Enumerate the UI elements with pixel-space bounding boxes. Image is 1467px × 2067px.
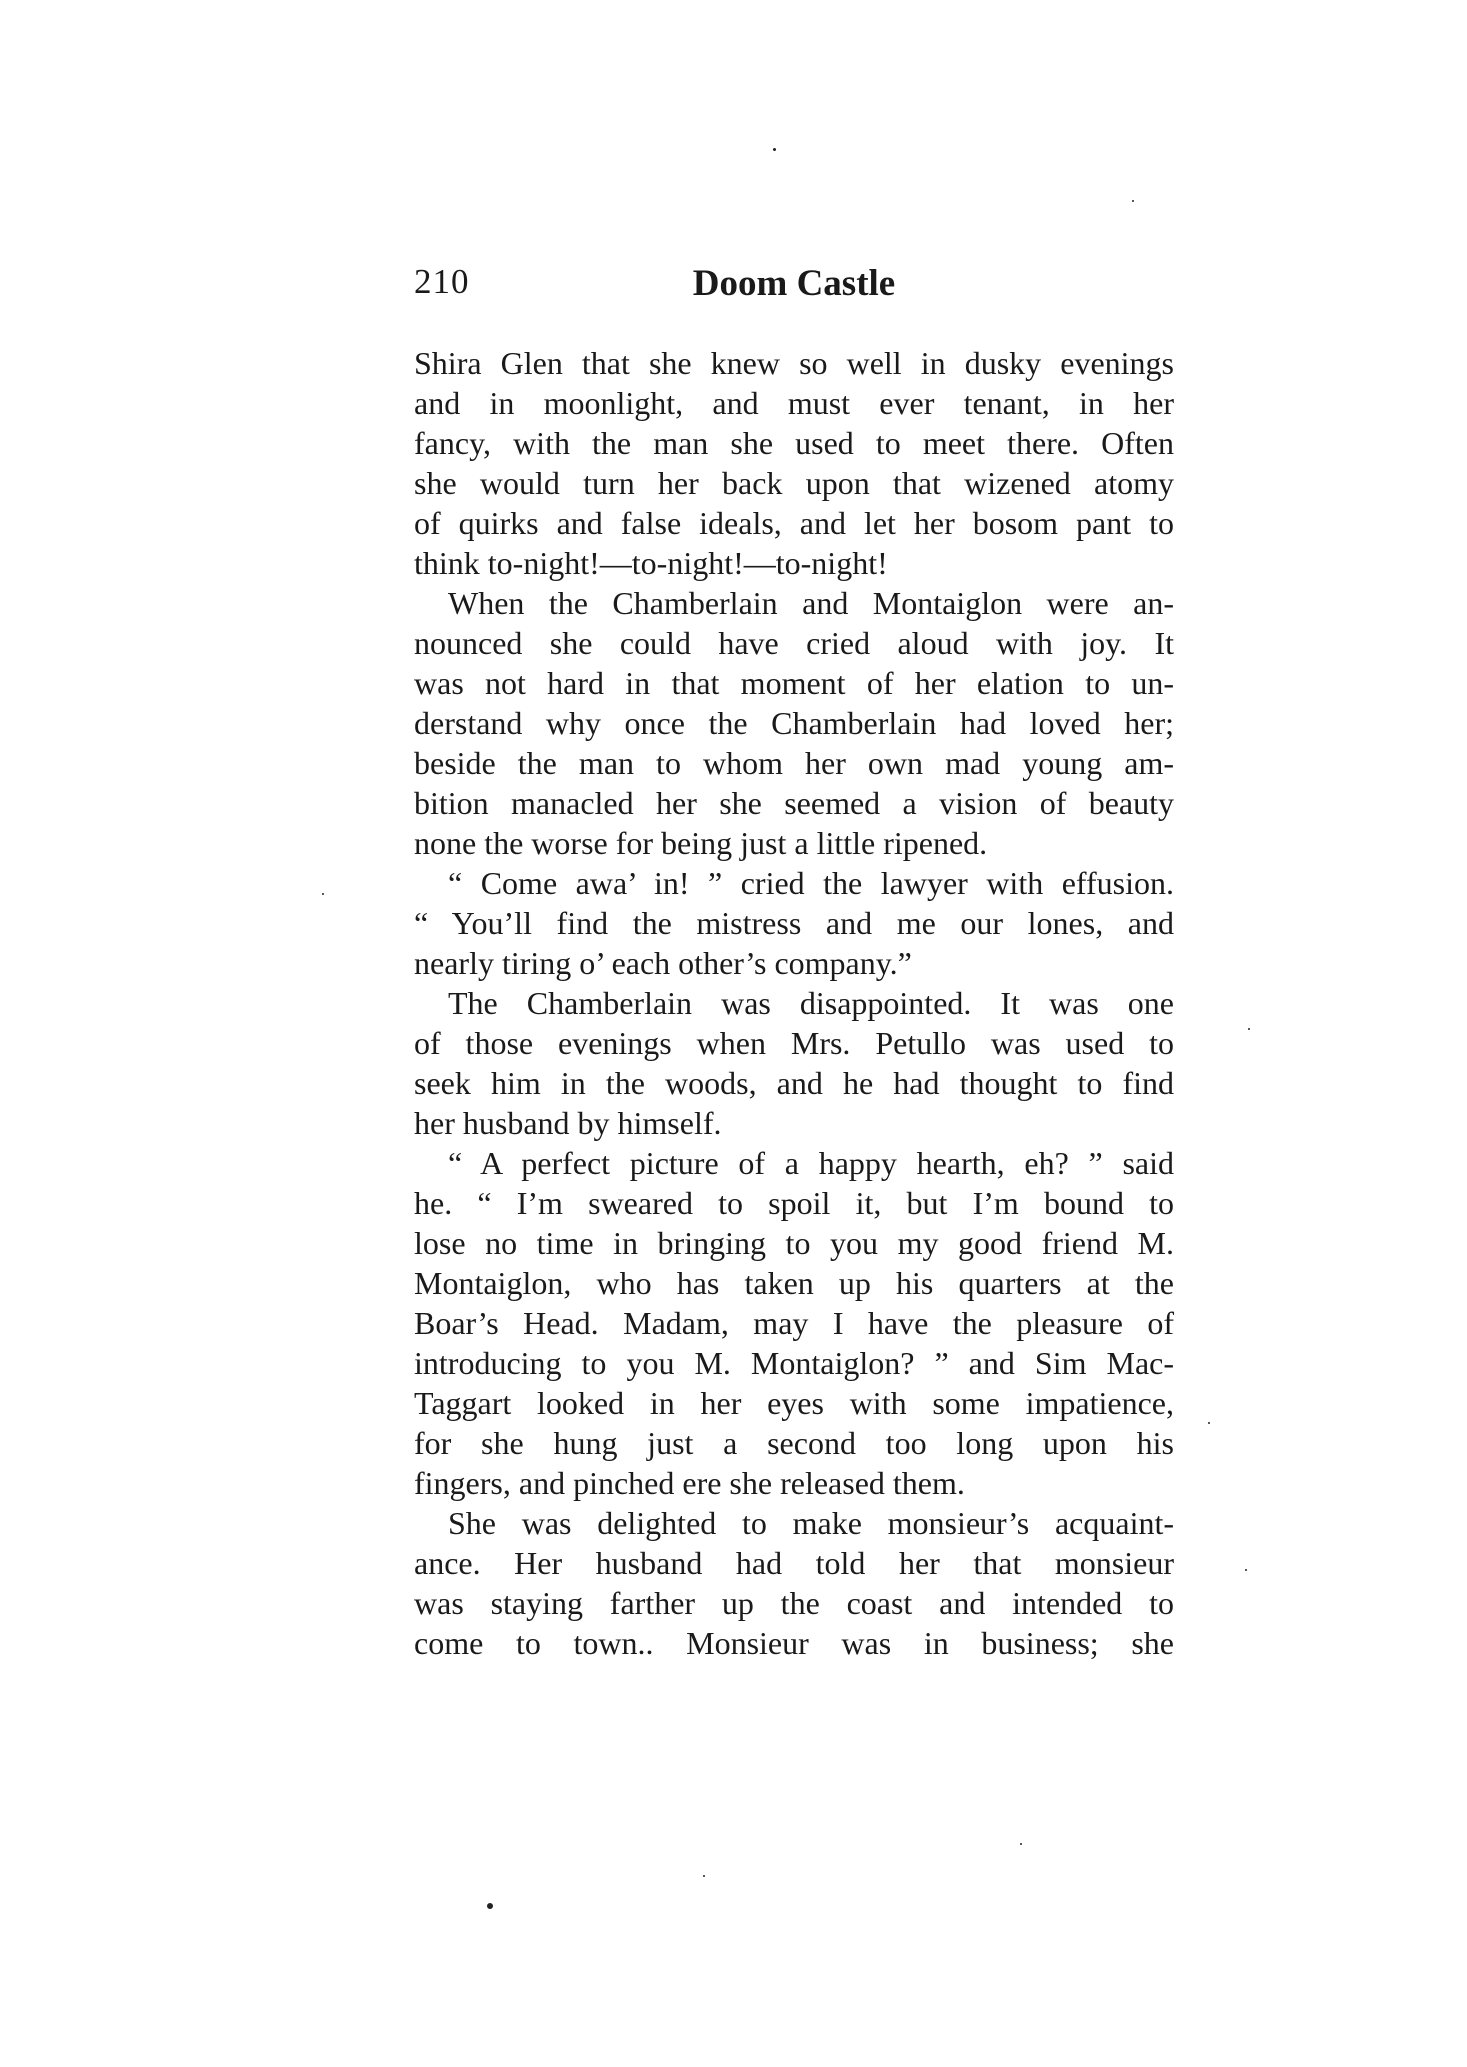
text-line: was not hard in that moment of her elation to un- [414,665,1174,701]
text-line: seek him in the woods, and he had thought to find [414,1065,1174,1101]
scan-speck [487,1903,493,1909]
scan-speck [322,893,324,895]
text-line: “ You’ll find the mistress and me our lones, and [414,905,1174,941]
text-line: she would turn her back upon that wizened atomy [414,465,1174,501]
text-line: none the worse for being just a little ripened. [414,825,988,861]
text-line: Boar’s Head. Madam, may I have the pleasure of [414,1305,1174,1341]
running-title: Doom Castle [692,263,896,304]
text-line: bition manacled her she seemed a vision of beauty [414,785,1174,821]
text-line: and in moonlight, and must ever tenant, in her [414,385,1174,421]
scan-speck [1208,1422,1210,1424]
page-header [414,262,1174,312]
page-number: 210 [414,262,470,301]
text-line: nounced she could have cried aloud with joy. It [414,625,1174,661]
scan-speck [1020,1843,1022,1845]
text-line: her husband by himself. [414,1105,722,1141]
body-text [414,343,1174,1663]
text-line: lose no time in bringing to you my good friend M. [414,1225,1174,1261]
text-line: fancy, with the man she used to meet there. Often [414,425,1174,461]
text-line: She was delighted to make monsieur’s acquaint- [448,1505,1174,1541]
text-line: think to-night!—to-night!—to-night! [414,545,888,581]
text-line: fingers, and pinched ere she released them. [414,1465,965,1501]
text-line: The Chamberlain was disappointed. It was one [448,985,1174,1021]
text-line: Montaiglon, who has taken up his quarters at the [414,1265,1174,1301]
text-line: nearly tiring o’ each other’s company.” [414,945,912,981]
text-line: ance. Her husband had told her that monsieur [414,1545,1174,1581]
text-line: Taggart looked in her eyes with some impatience, [414,1385,1174,1421]
scan-speck [773,148,776,151]
text-line: of quirks and false ideals, and let her bosom pant to [414,505,1174,541]
scan-speck [1245,1569,1247,1571]
text-line: When the Chamberlain and Montaiglon were an- [448,585,1174,621]
scan-speck [1132,200,1134,202]
text-line: come to town.. Monsieur was in business; she [414,1625,1174,1661]
scan-speck [1248,1028,1250,1030]
scan-speck [703,1875,705,1877]
text-line: derstand why once the Chamberlain had loved her; [414,705,1174,741]
text-line: for she hung just a second too long upon his [414,1425,1174,1461]
text-line: was staying farther up the coast and intended to [414,1585,1174,1621]
text-line: of those evenings when Mrs. Petullo was used to [414,1025,1174,1061]
text-line: he. “ I’m sweared to spoil it, but I’m bound to [414,1185,1174,1221]
text-line: introducing to you M. Montaiglon? ” and Sim Mac- [414,1345,1174,1381]
text-line: Shira Glen that she knew so well in dusky evenings [414,345,1174,381]
text-line: beside the man to whom her own mad young am- [414,745,1174,781]
text-line: “ Come awa’ in! ” cried the lawyer with effusion. [448,865,1174,901]
text-line: “ A perfect picture of a happy hearth, eh? ” said [448,1145,1174,1181]
